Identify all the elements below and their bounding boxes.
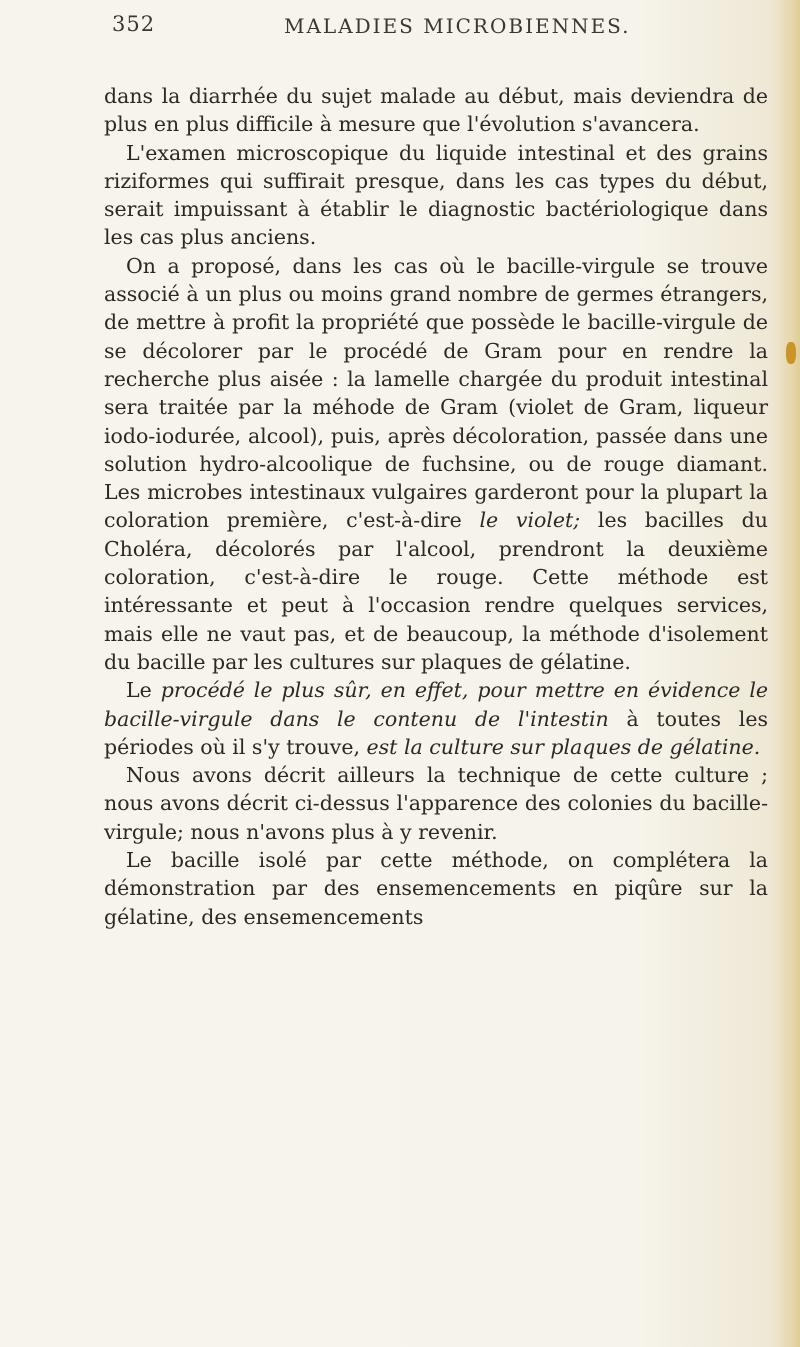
page-number: 352	[112, 12, 156, 36]
body-text	[104, 82, 768, 931]
page-edge-shadow	[778, 0, 800, 1347]
paragraph-microscopic-exam: L'examen microscopique du liquide intestinal et des grains riziformes qui suffirait presque, dans les cas types du début, serait impuissant à établir le diagnostic bactériologique dans les cas plus anciens.	[104, 140, 768, 250]
page-header	[104, 12, 764, 52]
paragraph-continuation: dans la diarrhée du sujet malade au début, mais deviendra de plus en plus difficile à mesure que l'évolution s'avancera.	[104, 84, 768, 137]
paragraph-technique: Nous avons décrit ailleurs la technique de cette culture ; nous avons décrit ci-dessus l'apparence des colonies du bacille-virgule; nous n'avons plus à y revenir.	[104, 763, 768, 844]
paragraph-gram-method: On a proposé, dans les cas où le bacille-virgule se trouve associé à un plus ou moins grand nombre de germes étrangers, de mettre à profit la propriété que possède le bacille-virgule de se décolorer par le procédé de Gram pour en rendre la recherche plus aisée : la lamelle chargée du produit intestinal sera traitée par la méhode de Gram (violet de Gram, liqueur iodo-iodurée, alcool), puis, après décoloration, passée dans une solution hydro-alcoolique de fuchsine, ou de rouge diamant. Les microbes intestinaux vulgaires garderont pour la plupart la coloration première, c'est-à-dire le violet; les bacilles du Choléra, décolorés par l'alcool, prendront la deuxième coloration, c'est-à-dire le rouge. Cette méthode est intéressante et peut à l'occasion rendre quelques services, mais elle ne vaut pas, et de beaucoup, la méthode d'isolement du bacille par les cultures sur plaques de gélatine.	[104, 253, 768, 674]
paragraph-isolated-bacillus: Le bacille isolé par cette méthode, on complétera la démonstration par des ensemencements en piqûre sur la gélatine, des ensemencements	[104, 848, 768, 929]
running-title: MALADIES MICROBIENNES.	[284, 14, 631, 38]
margin-stain	[786, 342, 796, 364]
paragraph-gelatin-plates: Le procédé le plus sûr, en effet, pour mettre en évidence le bacille-virgule dans le contenu de l'intestin à toutes les périodes où il s'y trouve, est la culture sur plaques de gélatine.	[104, 678, 769, 759]
